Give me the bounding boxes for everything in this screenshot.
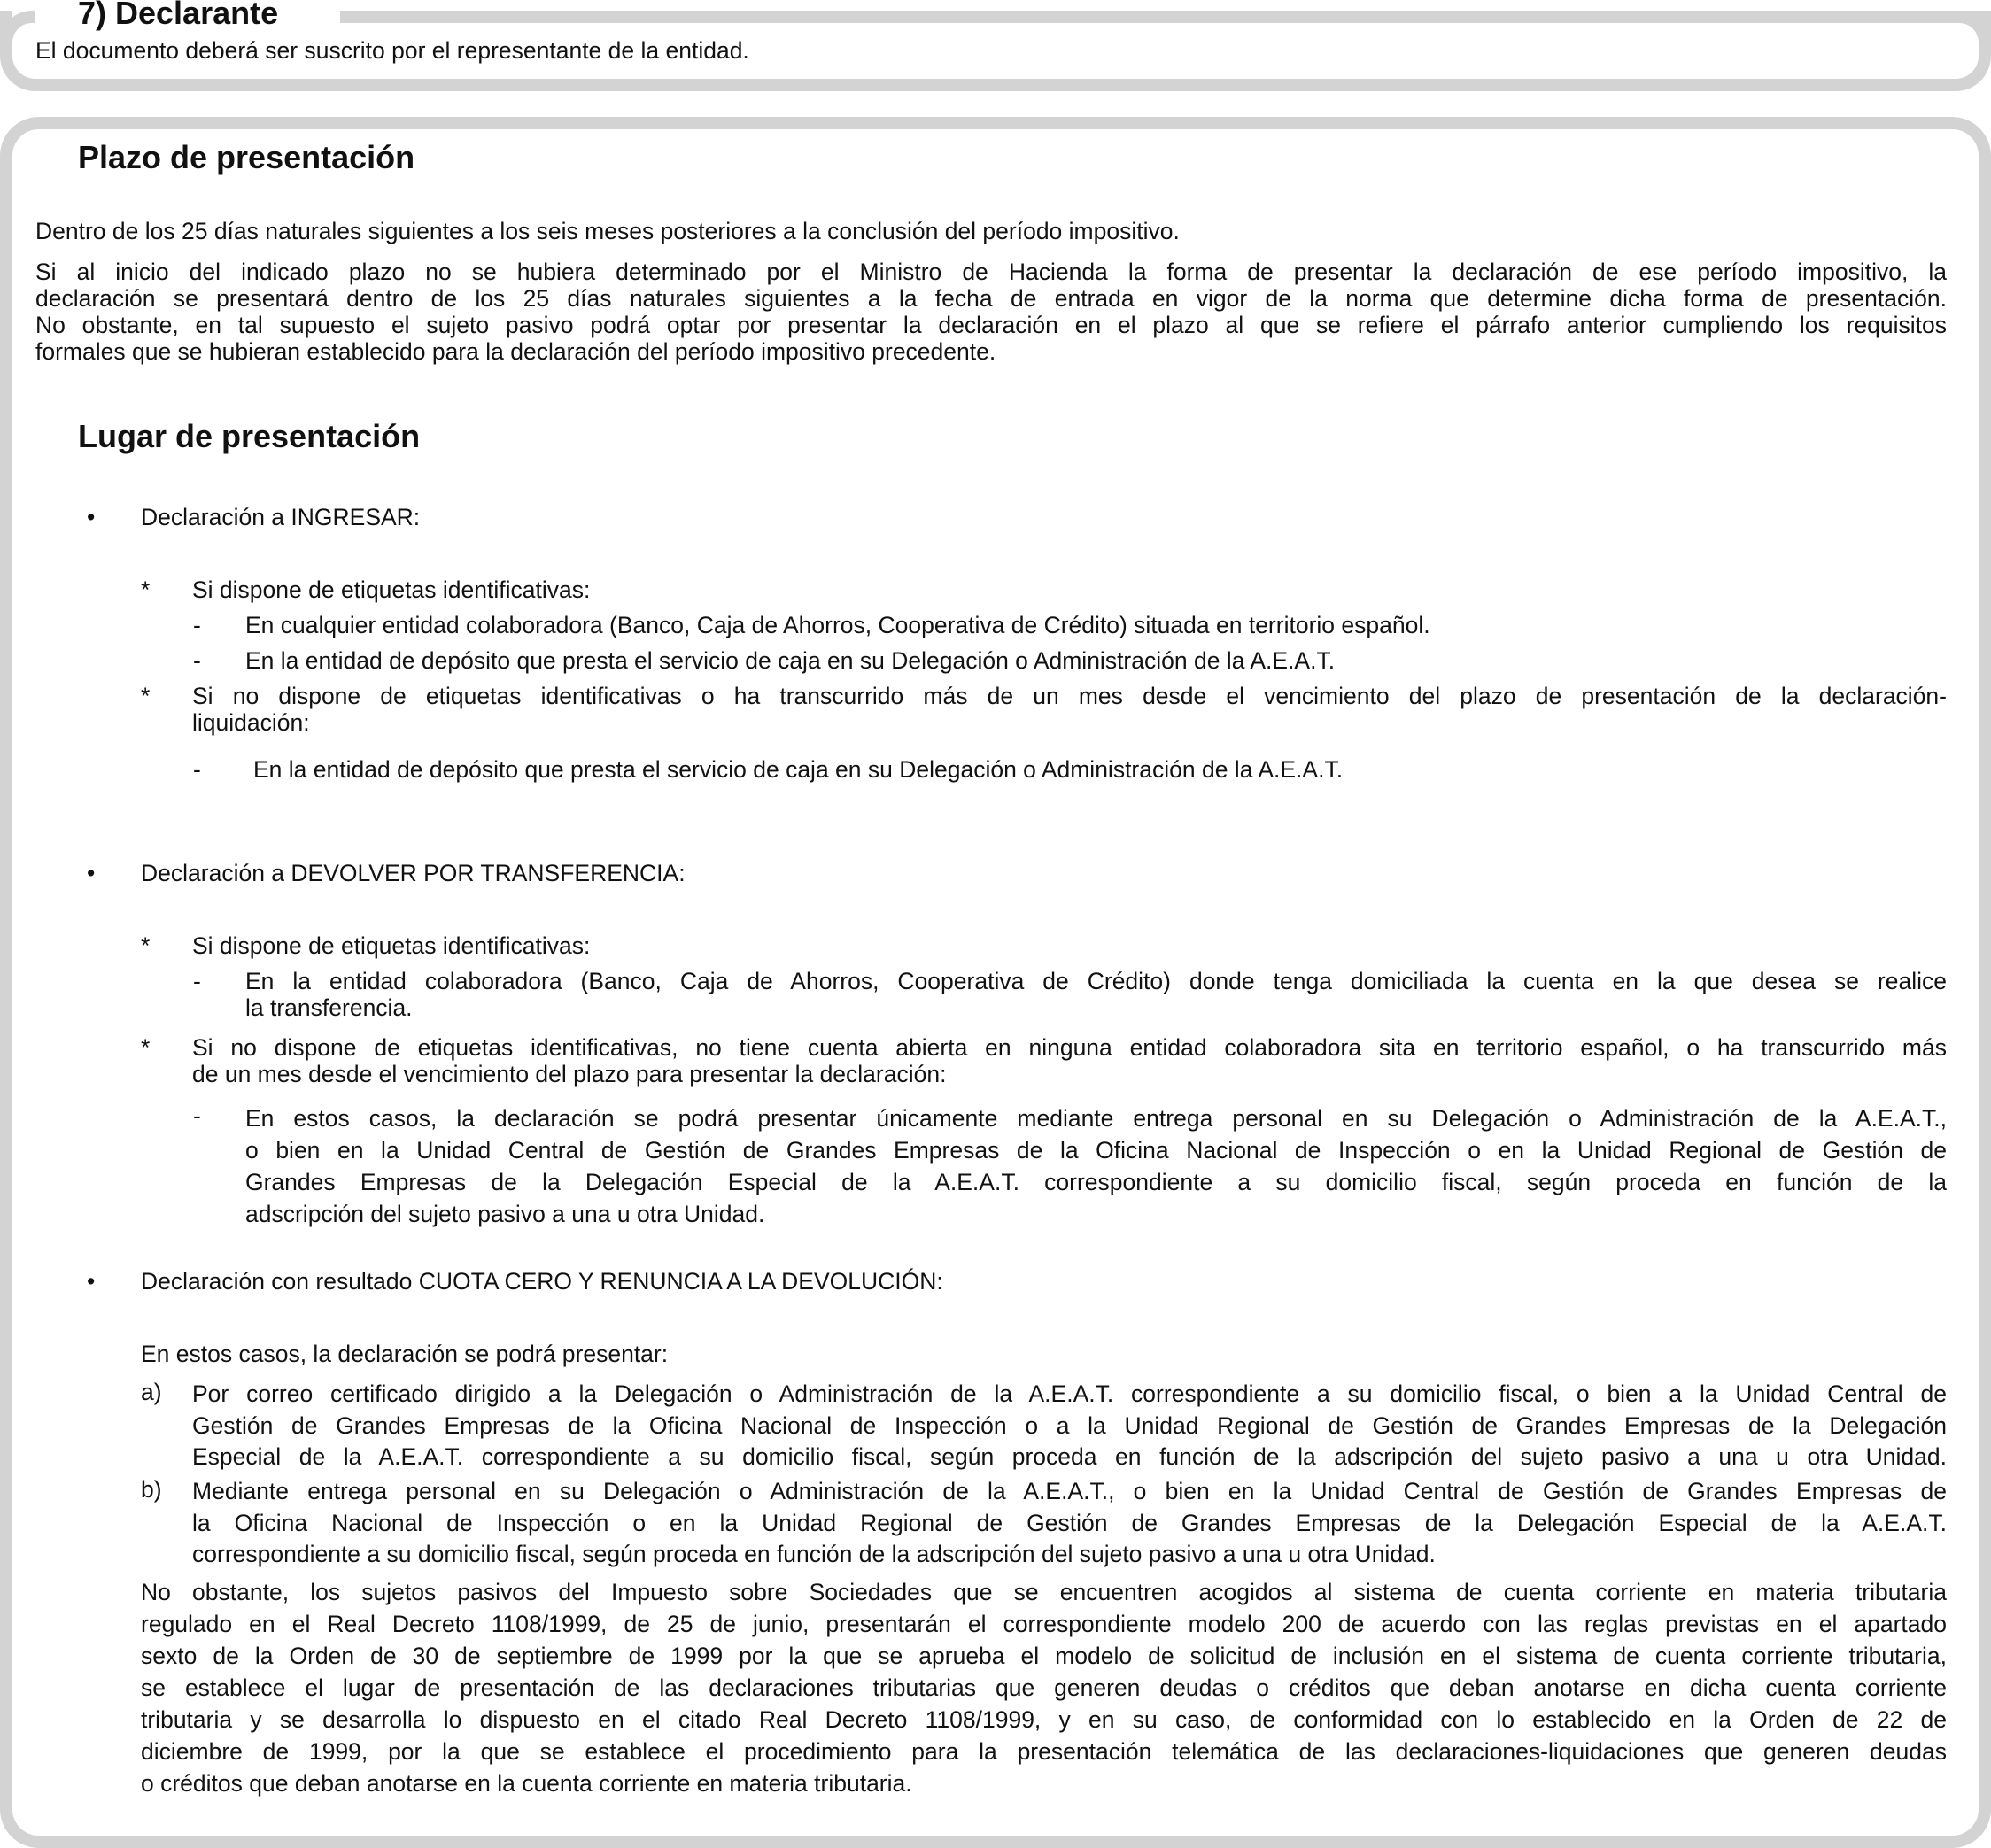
ingresar-label: Declaración a INGRESAR: (141, 504, 421, 530)
bullet: • (87, 860, 96, 886)
text-line: Grandes Empresas de la Delegación Especial de la A.E.A.T. correspondiente a su domicilio fiscal, según proceda en función de la (245, 1169, 1947, 1195)
star-marker: * (141, 1034, 151, 1061)
text-line: sexto de la Orden de 30 de septiembre de 1999 por la que se aprueba el modelo de solicitud de inclusión en el sistema de cuenta corriente tributaria, (141, 1643, 1947, 1669)
devolver-con-item (245, 968, 1947, 1021)
text-line: Por correo certificado dirigido a la Delegación o Administración de la A.E.A.T. correspondiente a su domicilio fiscal, o bien a la Unidad Central de (192, 1380, 1947, 1407)
cuota-cero-intro: En estos casos, la declaración se podrá presentar: (141, 1341, 669, 1367)
text-line: Mediante entrega personal en su Delegación o Administración de la A.E.A.T., o bien en la Unidad Central de Gestión de Grandes Empresas de (192, 1478, 1947, 1504)
cuota-cero-label: Declaración con resultado CUOTA CERO Y RENUNCIA A LA DEVOLUCIÓN: (141, 1268, 943, 1295)
text-line: de un mes desde el vencimiento del plazo para presentar la declaración: (192, 1061, 947, 1087)
bullet: • (87, 1268, 96, 1295)
text-line: En estos casos, la declaración se podrá presentar únicamente mediante entrega personal en su Delegación o Administración de la A.E.A.T., (245, 1105, 1947, 1132)
plazo-paragraph-1: Dentro de los 25 días naturales siguientes a los seis meses posteriores a la conclusión del período impositivo. (35, 218, 1180, 244)
text-line: correspondiente a su domicilio fiscal, según proceda en función de la adscripción del sujeto pasivo a una u otra Unidad. (192, 1541, 1436, 1567)
text-line: tributaria y se desarrolla lo dispuesto en el citado Real Decreto 1108/1999, y en su caso, de conformidad con lo establecido en la Orden de 22 de (141, 1706, 1947, 1733)
text-line: Si al inicio del indicado plazo no se hubiera determinado por el Ministro de Hacienda la forma de presentar la declaración de ese período impositivo, la (35, 259, 1947, 285)
text-line: regulado en el Real Decreto 1108/1999, de 25 de junio, presentarán el correspondiente modelo 200 de acuerdo con las reglas previstas en el apartado (141, 1611, 1947, 1637)
devolver-label: Declaración a DEVOLVER POR TRANSFERENCIA: (141, 860, 686, 886)
dash-marker: - (193, 1102, 201, 1129)
text-line: la Oficina Nacional de Inspección o en la Unidad Regional de Gestión de Grandes Empresas de la Delegación Especial de la A.E.A.T. (192, 1509, 1947, 1536)
ingresar-sin-etiquetas (192, 683, 1947, 736)
dash-marker: - (193, 647, 201, 674)
devolver-sin-etiquetas (192, 1034, 1947, 1087)
star-marker: * (141, 932, 151, 959)
text-line: la transferencia. (245, 994, 413, 1021)
box-top-border (340, 11, 1991, 23)
text-line: Si no dispone de etiquetas identificativas o ha transcurrido más de un mes desde el vencimiento del plazo de presentación de la declaración- (192, 683, 1947, 709)
star-marker: * (141, 683, 151, 709)
declarante-text: El documento deberá ser suscrito por el representante de la entidad. (35, 37, 749, 64)
text-line: formales que se hubieran establecido para la declaración del período impositivo precedente. (35, 338, 996, 365)
dash-marker: - (193, 968, 201, 994)
section-title-declarante: 7) Declarante (78, 0, 279, 31)
text-line: liquidación: (192, 709, 310, 736)
text-line: adscripción del sujeto pasivo a una u otra Unidad. (245, 1201, 765, 1227)
bullet: • (87, 504, 96, 530)
devolver-sin-item (245, 1102, 1947, 1230)
text-line: se establece el lugar de presentación de las declaraciones tributarias que generen deudas o créditos que deban anotarse en dicha cuenta corriente (141, 1674, 1947, 1701)
box-corner (0, 11, 35, 46)
ingresar-con-etiquetas: Si dispone de etiquetas identificativas: (192, 576, 591, 603)
dash-marker: - (193, 756, 201, 783)
text-line: o bien en la Unidad Central de Gestión de Grandes Empresas de la Oficina Nacional de Inspección o en la Unidad Regional de Gestión de (245, 1137, 1947, 1164)
dash-marker: - (193, 612, 201, 638)
plazo-paragraph-2 (35, 259, 1947, 365)
text-line: declaración se presentará dentro de los 25 días naturales siguientes a la fecha de entrada en vigor de la norma que determine dicha forma de presentación. (35, 285, 1947, 312)
section-title-plazo: Plazo de presentación (78, 139, 415, 175)
text-line: Gestión de Grandes Empresas de la Oficina Nacional de Inspección o a la Unidad Regional de Gestión de Grandes Empresas de la Delegación (192, 1411, 1947, 1439)
ingresar-con-item-2: En la entidad de depósito que presta el servicio de caja en su Delegación o Administración de la A.E.A.T. (245, 647, 1336, 674)
item-marker-a: a) (141, 1379, 162, 1405)
cuota-cero-note (141, 1576, 1947, 1799)
devolver-con-etiquetas: Si dispone de etiquetas identificativas: (192, 932, 591, 959)
item-marker-b: b) (141, 1476, 162, 1503)
text-line: Especial de la A.E.A.T. correspondiente a su domicilio fiscal, según proceda en función de la adscripción del sujeto pasivo a una u otra Unidad. (192, 1443, 1947, 1470)
text-line: En la entidad colaboradora (Banco, Caja de Ahorros, Cooperativa de Crédito) donde tenga domiciliada la cuenta en la que desea se realice (245, 968, 1947, 994)
text-line: No obstante, los sujetos pasivos del Impuesto sobre Sociedades que se encuentren acogidos al sistema de cuenta corriente en materia tributaria (141, 1579, 1947, 1605)
ingresar-sin-item: En la entidad de depósito que presta el servicio de caja en su Delegación o Administración de la A.E.A.T. (253, 756, 1344, 783)
section-title-lugar: Lugar de presentación (78, 418, 421, 454)
text-line: No obstante, en tal supuesto el sujeto pasivo podrá optar por presentar la declaración en el plazo al que se refiere el párrafo anterior cumpliendo los requisitos (35, 312, 1947, 338)
ingresar-con-item-1: En cualquier entidad colaboradora (Banco, Caja de Ahorros, Cooperativa de Crédito) situada en territorio español. (245, 612, 1430, 638)
cuota-cero-item-b (192, 1476, 1947, 1571)
text-line: o créditos que deban anotarse en la cuenta corriente en materia tributaria. (141, 1770, 912, 1797)
star-marker: * (141, 576, 151, 603)
text-line: diciembre de 1999, por la que se establece el procedimiento para la presentación telemática de las declaraciones-liquidaciones que generen deudas (141, 1738, 1947, 1765)
text-line: Si no dispone de etiquetas identificativas, no tiene cuenta abierta en ninguna entidad colaboradora sita en territorio español, o ha transcurrido más (192, 1034, 1947, 1061)
cuota-cero-item-a (192, 1379, 1947, 1473)
